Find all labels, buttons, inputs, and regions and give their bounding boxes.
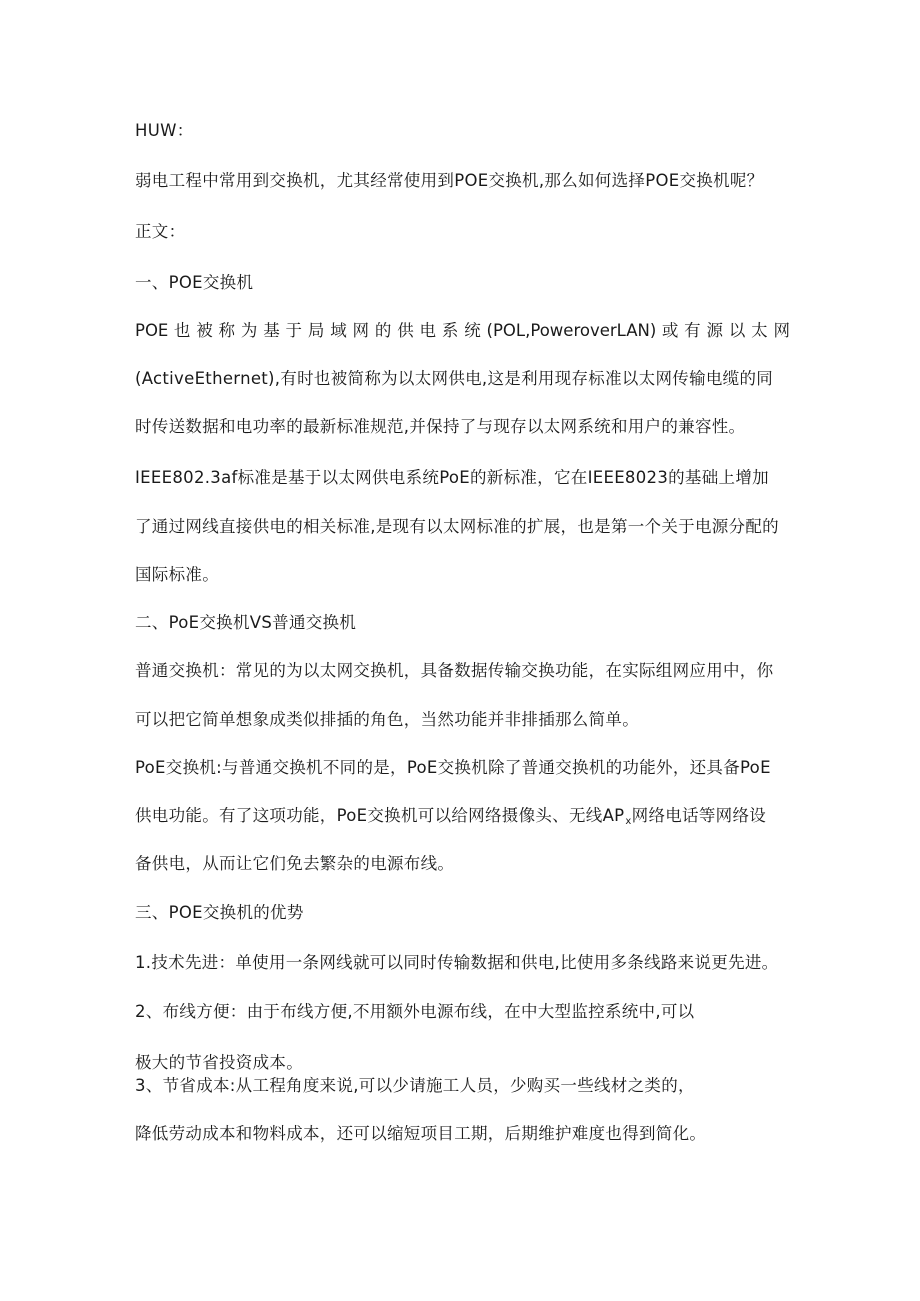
- section1-para2-line2: 了通过网线直接供电的相关标准,是现有以太网标准的扩展，也是第一个关于电源分配的: [135, 517, 779, 536]
- section2-para2-line2: [135, 806, 766, 832]
- section2-para1-line2: 可以把它简单想象成类似排插的角色，当然功能并非排插那么简单。: [135, 710, 639, 729]
- section3-item3-line2: 降低劳动成本和物料成本，还可以缩短项目工期，后期维护难度也得到简化。: [135, 1124, 707, 1143]
- section1-para2-line3: 国际标准。: [135, 565, 219, 584]
- section3-item2-line1: 2、布线方便：由于布线方便,不用额外电源布线，在中大型监控系统中,可以: [135, 1002, 695, 1021]
- section1-para1-line3: 时传送数据和电功率的最新标准规范,并保持了与现存以太网系统和用户的兼容性。: [135, 417, 746, 436]
- section1-para2-line1: IEEE802.3af标准是基于以太网供电系统PoE的新标准，它在IEEE8023的基础上增加: [135, 468, 769, 487]
- section3-item1: 1.技术先进：单使用一条网线就可以同时传输数据和供电,比使用多条线路来说更先进。: [135, 953, 779, 972]
- section3-item2-line2: 极大的节省投资成本。: [135, 1053, 303, 1072]
- section2-para2-line2-a: 供电功能。有了这项功能，PoE交换机可以给网络摄像头、无线AP: [135, 806, 625, 825]
- subscript-x: x: [625, 816, 632, 827]
- body-label: 正文：: [135, 222, 186, 241]
- section2-para2-line2-b: 网络电话等网络设: [631, 806, 767, 825]
- section1-title: 一、POE交换机: [135, 273, 254, 292]
- section1-para1-line2: (ActiveEthernet),有时也被简称为以太网供电,这是利用现存标准以太网传输电缆的同: [135, 369, 774, 388]
- header-label: ΗUW：: [135, 121, 194, 140]
- section1-para1-line1: POE 也 被 称 为 基 于 局 域 网 的 供 电 系 统 (POL,PoweroverLAN) 或 有 源 以 太 网: [135, 321, 790, 340]
- intro-text: 弱电工程中常用到交换机，尤其经常使用到POE交换机,那么如何选择POE交换机呢？: [135, 171, 764, 190]
- section2-para2-line3: 备供电，从而让它们免去繁杂的电源布线。: [135, 854, 455, 873]
- section2-para2-line1: PoE交换机:与普通交换机不同的是，PoE交换机除了普通交换机的功能外，还具备PoE: [135, 758, 771, 777]
- section2-para1-line1: 普通交换机：常见的为以太网交换机，具备数据传输交换功能，在实际组网应用中，你: [135, 661, 774, 680]
- section3-title: 三、POE交换机的优势: [135, 903, 304, 922]
- section3-item3-line1: 3、节省成本:从工程角度来说,可以少请施工人员，少购买一些线材之类的，: [135, 1076, 695, 1095]
- section2-title: 二、PoE交换机VS普通交换机: [135, 613, 357, 632]
